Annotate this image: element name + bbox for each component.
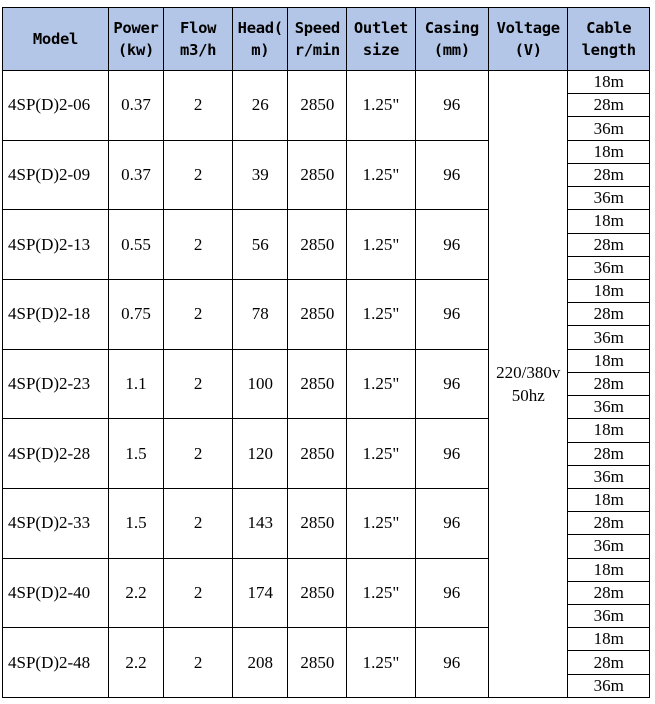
casing-cell: 96 [415, 279, 488, 349]
cable-length-cell: 28m [568, 581, 650, 604]
head-cell: 174 [233, 558, 288, 628]
cable-length-cell: 18m [568, 628, 650, 651]
voltage-line: 50hz [511, 386, 545, 405]
header-model: Model [3, 8, 109, 71]
casing-cell: 96 [415, 349, 488, 419]
speed-cell: 2850 [288, 488, 347, 558]
speed-cell: 2850 [288, 210, 347, 280]
speed-cell: 2850 [288, 140, 347, 210]
cable-length-cell: 28m [568, 512, 650, 535]
cable-length-cell: 18m [568, 210, 650, 233]
speed-cell: 2850 [288, 419, 347, 489]
header-outlet-size: Outlet size [347, 8, 415, 71]
head-cell: 78 [233, 279, 288, 349]
cable-length-cell: 36m [568, 187, 650, 210]
header-speed: Speed r/min [288, 8, 347, 71]
header-casing: Casing (mm) [415, 8, 488, 71]
voltage-line: 220/380v [496, 363, 561, 382]
model-cell: 4SP(D)2-18 [3, 279, 109, 349]
power-cell: 0.75 [108, 279, 163, 349]
flow-cell: 2 [163, 210, 232, 280]
flow-cell: 2 [163, 349, 232, 419]
power-cell: 2.2 [108, 628, 163, 698]
cable-length-cell: 36m [568, 605, 650, 628]
casing-cell: 96 [415, 488, 488, 558]
model-cell: 4SP(D)2-40 [3, 558, 109, 628]
header-head: Head( m) [233, 8, 288, 71]
cable-length-cell: 28m [568, 163, 650, 186]
speed-cell: 2850 [288, 71, 347, 141]
table-row [3, 71, 650, 94]
head-cell: 26 [233, 71, 288, 141]
outlet-cell: 1.25" [347, 488, 415, 558]
outlet-cell: 1.25" [347, 349, 415, 419]
voltage-cell [488, 71, 567, 698]
casing-cell: 96 [415, 419, 488, 489]
header-row [3, 8, 650, 71]
header-power: Power (kw) [108, 8, 163, 71]
model-cell: 4SP(D)2-28 [3, 419, 109, 489]
cable-length-cell: 18m [568, 558, 650, 581]
cable-length-cell: 18m [568, 349, 650, 372]
casing-cell: 96 [415, 628, 488, 698]
cable-length-cell: 36m [568, 535, 650, 558]
outlet-cell: 1.25" [347, 140, 415, 210]
cable-length-cell: 36m [568, 326, 650, 349]
power-cell: 0.37 [108, 140, 163, 210]
table-body [3, 71, 650, 698]
header-voltage: Voltage (V) [488, 8, 567, 71]
casing-cell: 96 [415, 210, 488, 280]
flow-cell: 2 [163, 488, 232, 558]
head-cell: 143 [233, 488, 288, 558]
model-cell: 4SP(D)2-09 [3, 140, 109, 210]
cable-length-cell: 18m [568, 488, 650, 511]
cable-length-cell: 28m [568, 233, 650, 256]
head-cell: 120 [233, 419, 288, 489]
power-cell: 0.37 [108, 71, 163, 141]
model-cell: 4SP(D)2-33 [3, 488, 109, 558]
header-cable-length: Cable length [568, 8, 650, 71]
outlet-cell: 1.25" [347, 71, 415, 141]
cable-length-cell: 36m [568, 396, 650, 419]
casing-cell: 96 [415, 71, 488, 141]
cable-length-cell: 36m [568, 674, 650, 697]
speed-cell: 2850 [288, 628, 347, 698]
cable-length-cell: 28m [568, 651, 650, 674]
model-cell: 4SP(D)2-48 [3, 628, 109, 698]
cable-length-cell: 28m [568, 303, 650, 326]
cable-length-cell: 28m [568, 94, 650, 117]
cable-length-cell: 36m [568, 117, 650, 140]
cable-length-cell: 18m [568, 419, 650, 442]
casing-cell: 96 [415, 140, 488, 210]
cable-length-cell: 18m [568, 140, 650, 163]
pump-spec-table [2, 7, 650, 698]
cable-length-cell: 18m [568, 71, 650, 94]
speed-cell: 2850 [288, 558, 347, 628]
flow-cell: 2 [163, 419, 232, 489]
speed-cell: 2850 [288, 349, 347, 419]
header-flow: Flow m3/h [163, 8, 232, 71]
model-cell: 4SP(D)2-06 [3, 71, 109, 141]
power-cell: 1.5 [108, 488, 163, 558]
head-cell: 56 [233, 210, 288, 280]
outlet-cell: 1.25" [347, 419, 415, 489]
cable-length-cell: 36m [568, 465, 650, 488]
cable-length-cell: 36m [568, 256, 650, 279]
outlet-cell: 1.25" [347, 558, 415, 628]
outlet-cell: 1.25" [347, 279, 415, 349]
head-cell: 100 [233, 349, 288, 419]
outlet-cell: 1.25" [347, 628, 415, 698]
power-cell: 0.55 [108, 210, 163, 280]
speed-cell: 2850 [288, 279, 347, 349]
power-cell: 2.2 [108, 558, 163, 628]
head-cell: 39 [233, 140, 288, 210]
outlet-cell: 1.25" [347, 210, 415, 280]
flow-cell: 2 [163, 628, 232, 698]
cable-length-cell: 28m [568, 372, 650, 395]
cable-length-cell: 28m [568, 442, 650, 465]
flow-cell: 2 [163, 558, 232, 628]
power-cell: 1.5 [108, 419, 163, 489]
model-cell: 4SP(D)2-23 [3, 349, 109, 419]
casing-cell: 96 [415, 558, 488, 628]
head-cell: 208 [233, 628, 288, 698]
model-cell: 4SP(D)2-13 [3, 210, 109, 280]
flow-cell: 2 [163, 71, 232, 141]
power-cell: 1.1 [108, 349, 163, 419]
cable-length-cell: 18m [568, 279, 650, 302]
flow-cell: 2 [163, 140, 232, 210]
flow-cell: 2 [163, 279, 232, 349]
